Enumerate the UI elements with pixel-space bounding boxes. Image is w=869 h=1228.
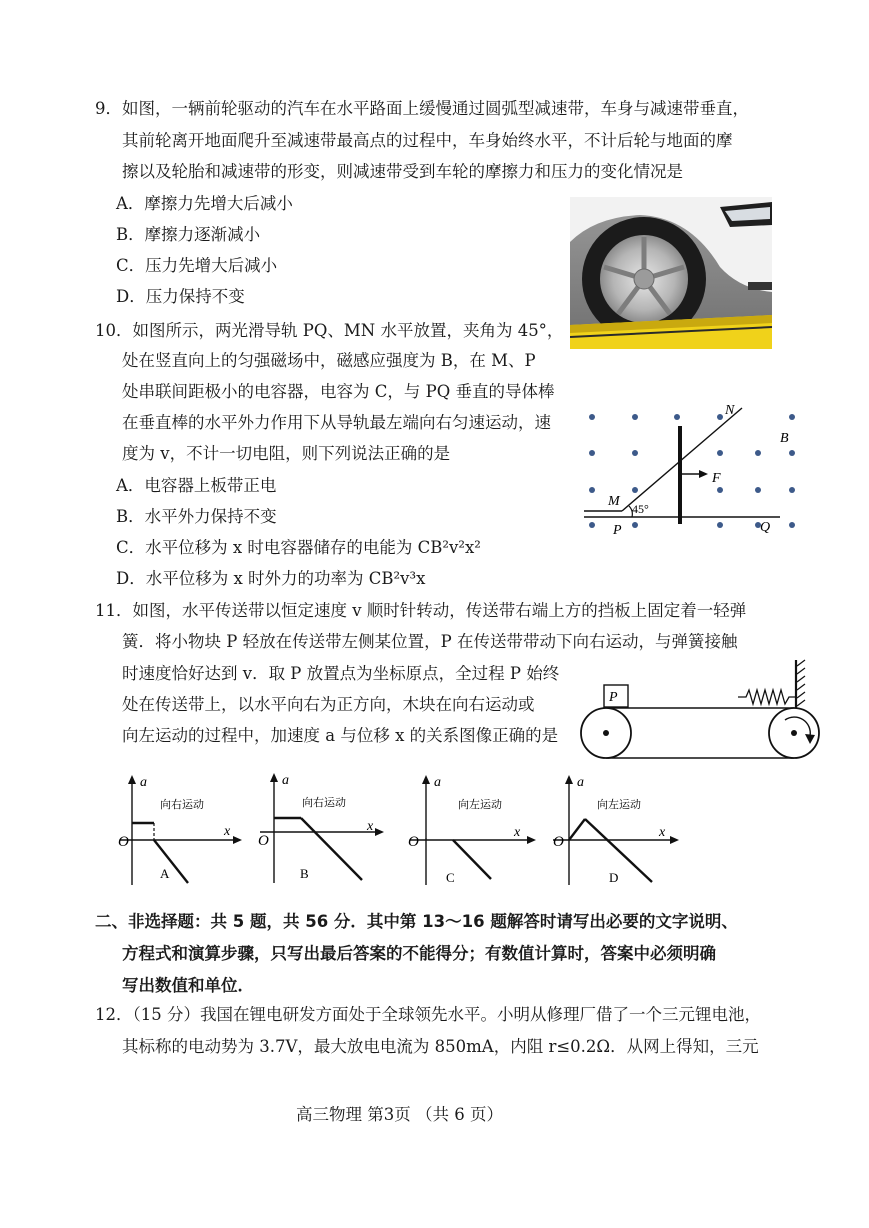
graph-c <box>406 770 541 888</box>
graph-b-letter: B <box>300 866 309 881</box>
q12-stem-line-1: 12．（15 分）我国在锂电研发方面处于全球领先水平。小明从修理厂借了一个三元锂电池， <box>95 1005 761 1024</box>
graph-d-x-label: x <box>659 825 666 840</box>
label-b: B <box>780 431 789 446</box>
graph-b-caption: 向右运动 <box>302 797 346 809</box>
q10-option-a: A．电容器上板带正电 <box>116 476 277 495</box>
car-wheel-photo <box>570 197 772 349</box>
q11-stem-line-4: 处在传送带上，以水平向右为正方向，木块在向右运动或 <box>122 695 535 714</box>
graph-a <box>112 770 247 888</box>
graph-c-y-label: a <box>434 775 441 790</box>
q11-stem-line-3: 时速度恰好达到 v．取 P 放置点为坐标原点，全过程 P 始终 <box>122 664 560 683</box>
label-p: P <box>613 523 622 538</box>
q11-stem-line-1: 11．如图，水平传送带以恒定速度 v 顺时针转动，传送带右端上方的挡板上固定着一轻弹 <box>95 601 747 620</box>
q10-stem-line-1: 10．如图所示，两光滑导轨 PQ、MN 水平放置，夹角为 45°， <box>95 321 564 340</box>
label-f: F <box>712 471 721 486</box>
graph-d <box>549 770 684 888</box>
q10-stem-line-4: 在垂直棒的水平外力作用下从导轨最左端向右匀速运动，速 <box>122 413 551 432</box>
section2-heading-line-1: 二、非选择题：共 5 题，共 56 分．其中第 13～16 题解答时请写出必要的文字说明、 <box>95 912 738 931</box>
q12-stem-line-2: 其标称的电动势为 3.7V，最大放电电流为 850mA，内阻 r≤0.2Ω．从网上得知，三元 <box>122 1037 759 1056</box>
graph-a-letter: A <box>160 866 170 881</box>
section2-heading-line-2: 方程式和演算步骤，只写出最后答案的不能得分；有数值计算时，答案中必须明确 <box>122 944 716 963</box>
q10-option-d: D．水平位移为 x 时外力的功率为 CB²v³x <box>116 569 426 588</box>
graph-b <box>254 768 389 886</box>
spring <box>738 690 796 704</box>
graph-a-origin: O <box>118 834 129 850</box>
graph-b-x-label: x <box>367 819 374 834</box>
graph-a-y-label: a <box>140 775 147 790</box>
graph-c-origin: O <box>408 834 419 850</box>
label-q: Q <box>760 520 771 535</box>
q9-option-c: C．压力先增大后减小 <box>116 256 278 275</box>
graph-c-letter: C <box>446 870 455 885</box>
graph-b-origin: O <box>258 833 269 849</box>
q9-option-d: D．压力保持不变 <box>116 287 245 306</box>
graph-d-caption: 向左运动 <box>597 799 641 811</box>
q9-stem-line-3: 擦以及轮胎和减速带的形变，则减速带受到车轮的摩擦力和压力的变化情况是 <box>122 162 683 181</box>
label-m: M <box>608 494 620 509</box>
graph-b-y-label: a <box>282 773 289 788</box>
label-angle: 45° <box>632 502 649 516</box>
q10-stem-line-5: 度为 v，不计一切电阻，则下列说法正确的是 <box>122 444 451 463</box>
graph-d-letter: D <box>609 870 619 885</box>
rails-magnetic-field-diagram <box>580 400 805 540</box>
block-p-label: P <box>609 690 618 705</box>
q10-stem-line-3: 处串联间距极小的电容器，电容为 C，与 PQ 垂直的导体棒 <box>122 382 555 401</box>
graph-d-y-label: a <box>577 775 584 790</box>
page-footer: 高三物理 第3页 （共 6 页） <box>296 1105 503 1124</box>
q10-option-c: C．水平位移为 x 时电容器储存的电能为 CB²v²x² <box>116 538 481 557</box>
graph-d-origin: O <box>553 834 564 850</box>
q9-stem-line-1: 9．如图，一辆前轮驱动的汽车在水平路面上缓慢通过圆弧型减速带，车身与减速带垂直， <box>95 99 749 118</box>
q11-stem-line-5: 向左运动的过程中，加速度 a 与位移 x 的关系图像正确的是 <box>122 726 559 745</box>
graph-a-x-label: x <box>224 824 231 839</box>
section2-heading-line-3: 写出数值和单位． <box>122 976 254 995</box>
label-n: N <box>725 403 735 418</box>
q9-stem-line-2: 其前轮离开地面爬升至减速带最高点的过程中，车身始终水平，不计后轮与地面的摩 <box>122 131 733 150</box>
q10-stem-line-2: 处在竖直向上的匀强磁场中，磁感应强度为 B，在 M、P <box>122 351 536 370</box>
q9-option-a: A．摩擦力先增大后减小 <box>116 194 293 213</box>
graph-a-caption: 向右运动 <box>160 799 204 811</box>
conveyor-belt-diagram <box>578 658 823 763</box>
q11-stem-line-2: 簧．将小物块 P 轻放在传送带左侧某位置，P 在传送带带动下向右运动，与弹簧接触 <box>122 632 738 651</box>
q10-option-b: B．水平外力保持不变 <box>116 507 277 526</box>
q9-option-b: B．摩擦力逐渐减小 <box>116 225 261 244</box>
graph-c-caption: 向左运动 <box>458 799 502 811</box>
graph-c-x-label: x <box>514 825 521 840</box>
